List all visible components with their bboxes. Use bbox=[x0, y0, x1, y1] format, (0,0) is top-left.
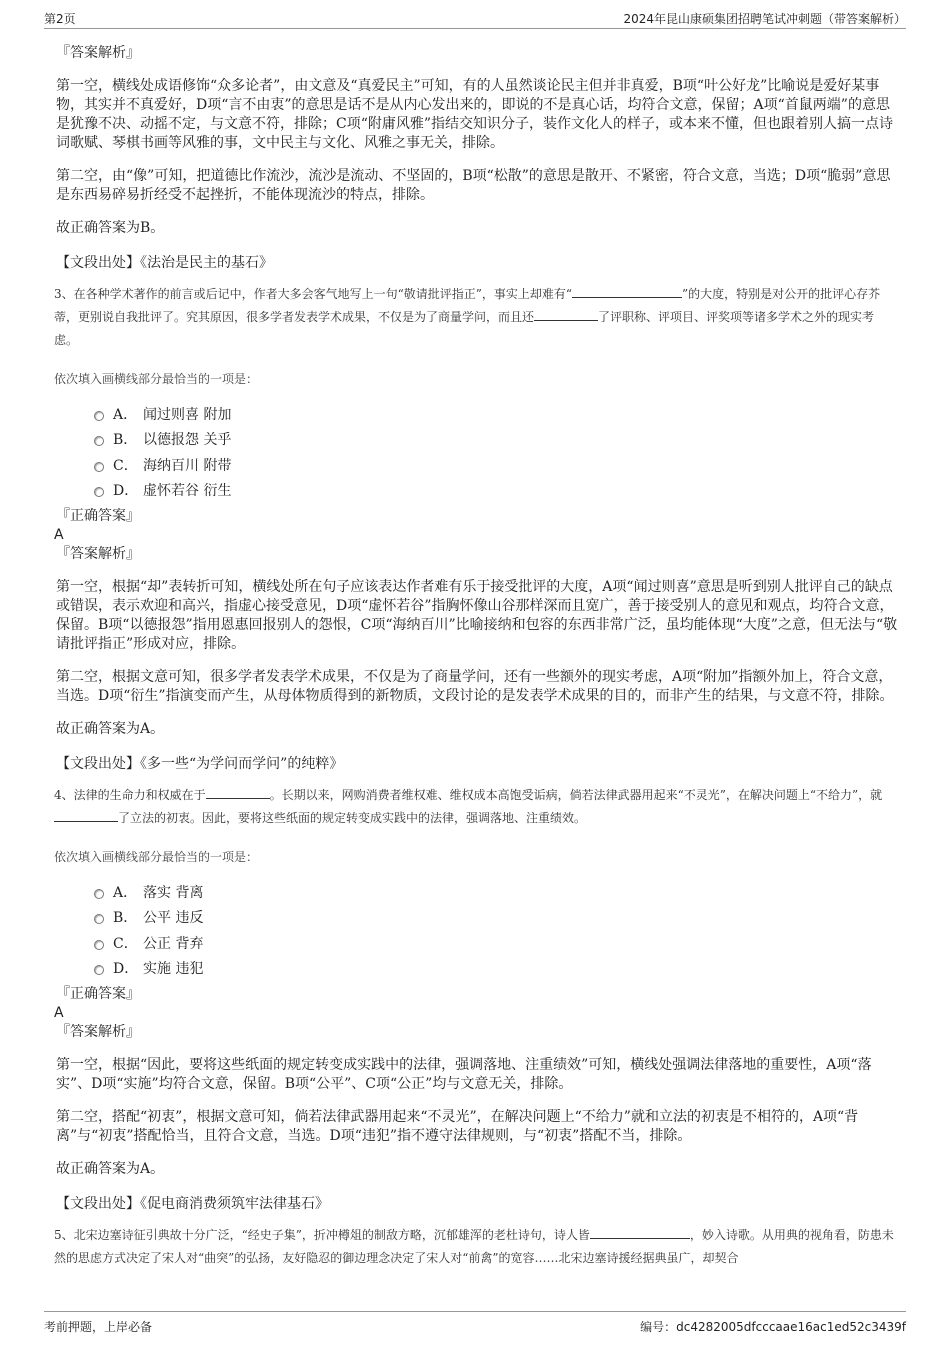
document-body bbox=[56, 44, 898, 1270]
radio-icon[interactable] bbox=[94, 889, 104, 899]
document-code: 编号：dc4282005dfcccaae16ac1ed52c3439f bbox=[640, 1320, 906, 1334]
radio-icon[interactable] bbox=[94, 487, 104, 497]
radio-icon[interactable] bbox=[94, 411, 104, 421]
q4-conclusion: 故正确答案为A。 bbox=[56, 1161, 165, 1177]
q3-options bbox=[94, 401, 898, 503]
q3-correct-label: 『正确答案』 bbox=[56, 508, 140, 524]
page-header bbox=[44, 6, 906, 29]
page-number: 第2页 bbox=[44, 12, 76, 26]
document-title: 2024年昆山康硕集团招聘笔试冲刺题（带答案解析） bbox=[623, 12, 906, 26]
q3-option-a[interactable]: A． 闻过则喜 附加 bbox=[94, 401, 898, 427]
q3-blank-1[interactable] bbox=[572, 285, 682, 298]
q4-options bbox=[94, 879, 898, 981]
q4-correct-label: 『正确答案』 bbox=[56, 986, 140, 1002]
q3-option-d[interactable]: D． 虚怀若谷 衍生 bbox=[94, 478, 898, 504]
footer-slogan: 考前押题，上岸必备 bbox=[44, 1320, 153, 1334]
q4-option-b[interactable]: B． 公平 违反 bbox=[94, 905, 898, 931]
q3-analysis-p2: 第二空，根据文意可知，很多学者发表学术成果，不仅是为了商量学问，还有一些额外的现实考虑，A项“附加”指额外加上，符合文意，当选。D项“衍生”指演变而产生，从母体物质得到的新物质，文段讨论的是发表学术成果的目的，而非产生的结果，与文意不符，排除。 bbox=[56, 669, 894, 704]
q4-blank-2[interactable] bbox=[54, 809, 118, 822]
q4-source: 【文段出处】《促电商消费须筑牢法律基石》 bbox=[56, 1196, 329, 1212]
q3-analysis-p1: 第一空，根据“却”表转折可知，横线处所在句子应该表达作者难有乐于接受批评的大度，A项“闻过则喜”意思是听到别人批评自己的缺点或错误，表示欢迎和高兴，指虚心接受意见，D项“虚怀若谷”指胸怀像山谷那样深而且宽广，善于接受别人的意见和观点，均符合文意，保留。B项“以德报怨”指用恩惠回报别人的怨恨，C项“海纳百川”比喻接纳和包容的东西非常广泛，虽均能体现“大度”之意，但无法与“敬请批评指正”形成对应，排除。 bbox=[56, 579, 898, 652]
q4-analysis-label: 『答案解析』 bbox=[56, 1024, 140, 1040]
q3-conclusion: 故正确答案为A。 bbox=[56, 721, 165, 737]
q3-blank-2[interactable] bbox=[534, 308, 598, 321]
q4-option-d[interactable]: D． 实施 违犯 bbox=[94, 956, 898, 982]
q5-stem: 5、北宋边塞诗征引典故十分广泛，“经史子集”，折冲樽俎的制敌方略，沉郁雄浑的老杜诗句，诗人皆 ，妙入诗歌。从用典的视角看，防患未然的思虑方式决定了宋人对“曲突”的弘扬，友好隐忍的御边理念决定了宋人对“前禽”的宽容……北宋边塞诗援经据典虽广，却契合 bbox=[54, 1228, 894, 1265]
q3-analysis-label: 『答案解析』 bbox=[56, 546, 140, 562]
q3-correct-answer: A bbox=[54, 527, 64, 543]
radio-icon[interactable] bbox=[94, 914, 104, 924]
q4-stem: 4、法律的生命力和权威在于 。长期以来，网购消费者维权难、维权成本高饱受诟病，倘若法律武器用起来“不灵光”，在解决问题上“不给力”，就了立法的初衷。因此，要将这些纸面的规定转变成实践中的法律，强调落地、注重绩效。 bbox=[54, 788, 883, 825]
q2-analysis-label: 『答案解析』 bbox=[56, 45, 140, 61]
q5-blank-1[interactable] bbox=[590, 1226, 690, 1239]
q2-conclusion: 故正确答案为B。 bbox=[56, 220, 165, 236]
q2-analysis-p2: 第二空，由“像”可知，把道德比作流沙，流沙是流动、不坚固的，B项“松散”的意思是散开、不紧密，符合文意，当选；D项“脆弱”意思是东西易碎易折经受不起挫折，不能体现流沙的特点，排除。 bbox=[56, 168, 891, 203]
q4-option-c[interactable]: C． 公正 背弃 bbox=[94, 930, 898, 956]
page-footer bbox=[44, 1311, 906, 1338]
q4-blank-1[interactable] bbox=[206, 786, 270, 799]
q4-option-a[interactable]: A． 落实 背离 bbox=[94, 879, 898, 905]
q4-analysis-p1: 第一空，根据“因此，要将这些纸面的规定转变成实践中的法律，强调落地、注重绩效”可知，横线处强调法律落地的重要性，A项“落实”、D项“实施”均符合文意，保留。B项“公平”、C项“公正”均与文意无关，排除。 bbox=[56, 1057, 872, 1092]
radio-icon[interactable] bbox=[94, 462, 104, 472]
radio-icon[interactable] bbox=[94, 940, 104, 950]
q3-instruction: 依次填入画横线部分最恰当的一项是： bbox=[54, 372, 259, 386]
q3-stem: 3、在各种学术著作的前言或后记中，作者大多会客气地写上一句“敬请批评指正”，事实上却难有“ ”的大度，特别是对公开的批评心存芥蒂，更别说自我批评了。究其原因，很多学者发表学术成果，不仅是为了商量学问，而且还 了评职称、评项目、评奖项等诸多学术之外的现实考虑。 bbox=[54, 287, 881, 347]
q3-option-b[interactable]: B． 以德报怨 关乎 bbox=[94, 427, 898, 453]
q2-analysis-p1: 第一空，横线处成语修饰“众多论者”，由文意及“真爱民主”可知，有的人虽然谈论民主但并非真爱，B项“叶公好龙”比喻说是爱好某事物，其实并不真爱好，D项“言不由衷”的意思是话不是从内心发出来的，即说的不是真心话，均符合文意，保留；A项“首鼠两端”的意思是犹豫不决、动摇不定，与文意不符，排除；C项“附庸风雅”指结交知识分子，装作文化人的样子，或本来不懂，但也跟着别人搞一点诗词歌赋、琴棋书画等风雅的事，文中民主与文化、风雅之事无关，排除。 bbox=[56, 78, 894, 151]
radio-icon[interactable] bbox=[94, 965, 104, 975]
q3-source: 【文段出处】《多一些“为学问而学问”的纯粹》 bbox=[56, 756, 344, 772]
radio-icon[interactable] bbox=[94, 436, 104, 446]
q4-correct-answer: A bbox=[54, 1005, 64, 1021]
q4-analysis-p2: 第二空，搭配“初衷”，根据文意可知，倘若法律武器用起来“不灵光”，在解决问题上“不给力”就和立法的初衷是不相符的，A项“背离”与“初衷”搭配恰当，且符合文意，当选。D项“违犯”指不遵守法律规则，与“初衷”搭配不当，排除。 bbox=[56, 1109, 859, 1144]
q3-option-c[interactable]: C． 海纳百川 附带 bbox=[94, 452, 898, 478]
q4-instruction: 依次填入画横线部分最恰当的一项是： bbox=[54, 850, 259, 864]
q2-source: 【文段出处】《法治是民主的基石》 bbox=[56, 255, 273, 271]
